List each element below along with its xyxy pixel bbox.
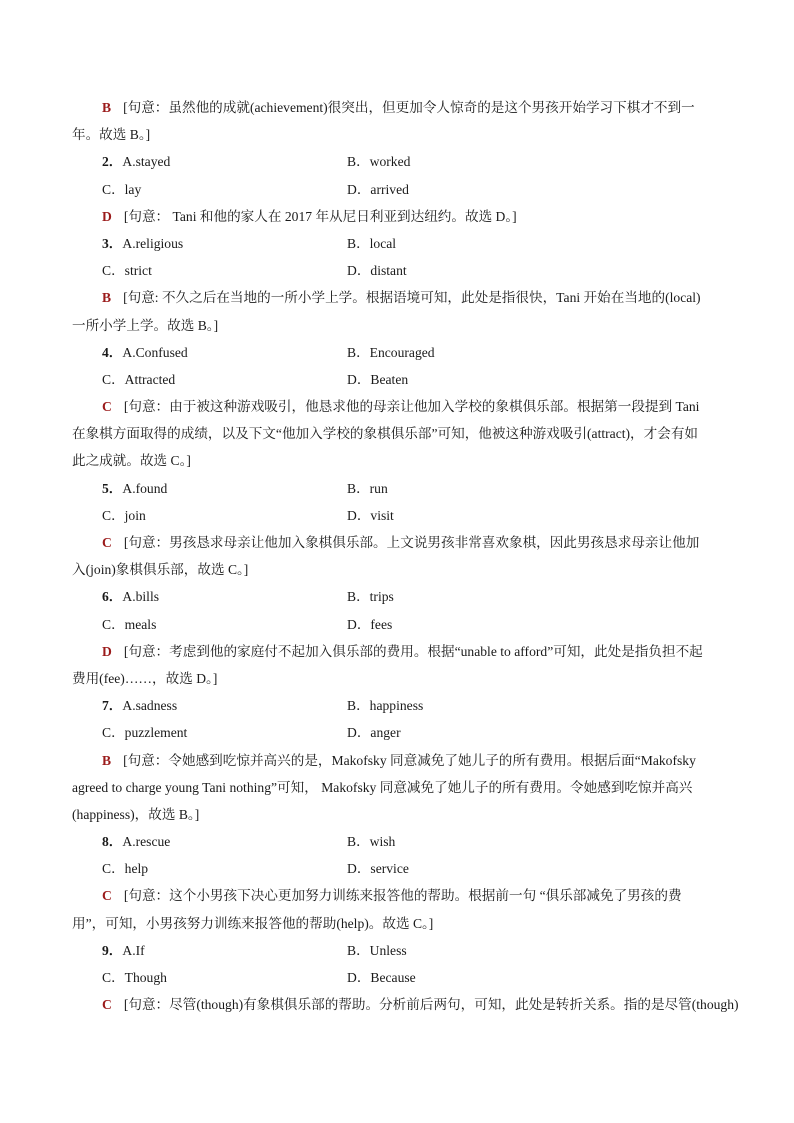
answer-explanation-continuation [72,774,724,801]
explanation-text: [句意：令她感到吃惊并高兴的是，Makofsky 同意减免了她儿子的所有费用。根据后面“Makofsky [123,752,696,768]
option-text: A.stayed [122,154,171,170]
document-page [72,94,739,1018]
option-text: A.found [122,480,168,496]
answer-letter: B [102,752,112,768]
answer-explanation-line [72,747,724,774]
answer-letter: D [102,643,112,659]
option-left [102,148,347,175]
options-row [72,692,724,719]
question-number: 5． [102,480,123,496]
options-row [72,475,724,502]
option-text: A.If [122,942,145,958]
explanation-text: 此之成就。故选 C。] [72,453,191,469]
options-row [72,719,724,746]
option-left [102,230,347,257]
options-row [72,257,724,284]
option-right: B．worked [347,154,411,170]
option-left [102,937,347,964]
option-text: C．puzzlement [102,725,188,741]
explanation-text: [句意：男孩恳求母亲让他加入象棋俱乐部。上文说男孩非常喜欢象棋，因此男孩恳求母亲让他加 [123,535,700,550]
options-row [72,148,724,175]
question-number: 8． [102,834,123,850]
explanation-text: [句意： Tani 和他的家人在 2017 年从尼日利亚到达纽约。故选 D。] [123,208,517,224]
option-right: D．service [347,861,409,877]
option-left [102,475,347,502]
answer-explanation-continuation [72,801,724,828]
answer-explanation-continuation [72,910,724,937]
answer-explanation-line [72,393,724,420]
option-right: B．trips [347,589,394,605]
option-left [102,855,347,882]
answer-letter: C [102,997,112,1013]
explanation-text: [句意：考虑到他的家庭付不起加入俱乐部的费用。根据“unable to afford”可知，此处是指负担不起 [123,643,703,659]
option-right: D．Because [347,970,416,985]
option-text: C．lay [102,181,142,197]
options-row [72,964,724,991]
option-text: A.religious [122,235,184,251]
answer-explanation-continuation [72,312,724,339]
explanation-text: [句意：由于被这种游戏吸引，他恳求他的母亲让他加入学校的象棋俱乐部。根据第一段提到 Tani [123,399,700,415]
option-right: D．distant [347,263,407,279]
options-row [72,339,724,366]
answer-explanation-continuation [72,420,724,447]
answer-explanation-line [72,638,724,665]
option-text: C．help [102,861,149,877]
explanation-text: 年。故选 B。] [72,127,151,143]
option-right: B．wish [347,834,396,850]
option-right: D．fees [347,616,393,632]
explanation-text: 费用(fee)……，故选 D。] [72,670,218,686]
answer-explanation-continuation [72,447,724,474]
answer-letter: C [102,535,112,550]
option-left [102,611,347,638]
option-text: A.Confused [122,344,188,360]
option-right: D．visit [347,507,394,523]
explanation-text: [句意: 不久之后在当地的一所小学上学。根据语境可知，此处是指很快，Tani 开始在当地的(local) [123,290,701,306]
option-left [102,719,347,746]
question-number: 9． [102,942,123,958]
option-left [102,176,347,203]
option-right: B．local [347,235,397,251]
option-right: D．anger [347,725,401,741]
options-row [72,828,724,855]
explanation-text: [句意：这个小男孩下决心更加努力训练来报答他的帮助。根据前一句 “俱乐部减免了男孩的费 [123,888,682,904]
answer-explanation-line [72,529,724,556]
option-text: C．strict [102,263,152,279]
options-row [72,583,724,610]
answer-explanation-line [72,882,724,909]
options-row [72,366,724,393]
answer-explanation-continuation [72,556,724,583]
options-row [72,855,724,882]
answer-letter: D [102,208,112,224]
option-left [102,366,347,393]
answer-explanation-line [72,203,724,230]
option-left [102,692,347,719]
question-number: 7． [102,698,123,714]
explanation-text: [句意：尽管(though)有象棋俱乐部的帮助。分析前后两句，可知，此处是转折关系。指的是尽管(though) [123,997,739,1013]
options-row [72,230,724,257]
option-text: C．join [102,507,146,523]
option-left [102,257,347,284]
options-row [72,611,724,638]
answer-explanation-line [72,284,724,311]
options-row [72,502,724,529]
answer-explanation-continuation [72,665,724,692]
option-right: B．Unless [347,942,407,958]
options-row [72,176,724,203]
explanation-text: agreed to charge young Tani nothing”可知， Makofsky 同意减免了她儿子的所有费用。令她感到吃惊并高兴 [72,779,693,795]
option-right: B．happiness [347,698,424,714]
answer-letter: C [102,888,112,904]
answer-letter: C [102,399,112,415]
answer-letter: B [102,100,112,115]
options-row [72,937,724,964]
question-number: 2． [102,154,123,170]
answer-letter: B [102,290,112,306]
option-right: D．Beaten [347,371,409,387]
option-text: C．Though [102,970,167,985]
question-number: 6． [102,589,123,605]
question-number: 4． [102,344,123,360]
option-right: D．arrived [347,181,409,197]
question-number: 3． [102,235,123,251]
option-left [102,502,347,529]
option-right: B．Encouraged [347,344,435,360]
option-right: B．run [347,480,388,496]
option-text: C．Attracted [102,371,176,387]
option-left [102,583,347,610]
option-text: C．meals [102,616,157,632]
explanation-text: 一所小学上学。故选 B。] [72,317,219,333]
explanation-text: (happiness)，故选 B。] [72,806,200,822]
option-left [102,964,347,991]
option-text: A.rescue [122,834,171,850]
answer-explanation-line [72,991,739,1018]
explanation-text: [句意：虽然他的成就(achievement)很突出，但更加令人惊奇的是这个男孩开始学习下棋才不到一 [123,100,695,115]
option-text: A.bills [122,589,160,605]
option-text: A.sadness [122,698,178,714]
explanation-text: 入(join)象棋俱乐部，故选 C。] [72,562,249,578]
option-left [102,339,347,366]
option-left [102,828,347,855]
explanation-text: 用”，可知，小男孩努力训练来报答他的帮助(help)。故选 C。] [72,915,434,931]
explanation-text: 在象棋方面取得的成绩，以及下文“他加入学校的象棋俱乐部”可知，他被这种游戏吸引(attract)，才会有如 [72,426,699,442]
answer-explanation-continuation [72,121,724,148]
answer-explanation-line [72,94,724,121]
